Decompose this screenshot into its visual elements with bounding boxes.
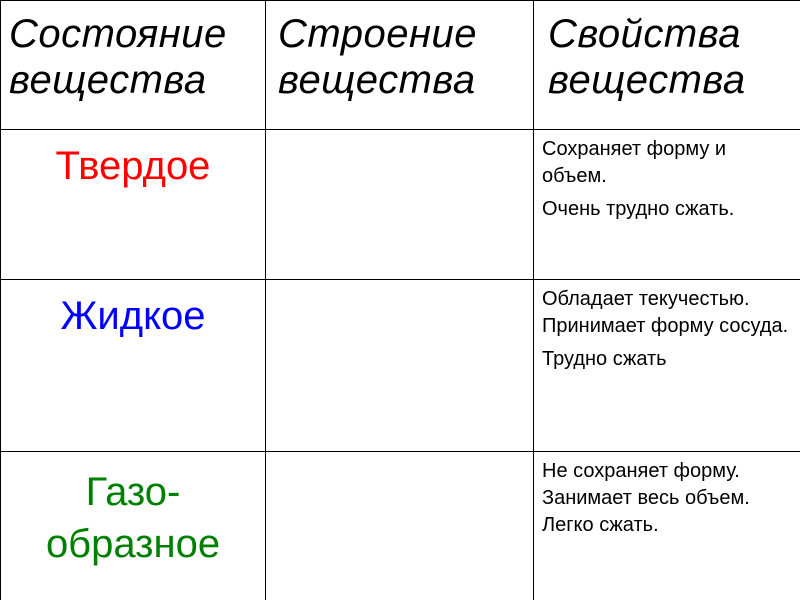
state-cell-solid [1,130,266,280]
header-state-label: Состояние вещества [9,12,227,102]
property-line: Очень трудно сжать. [542,198,735,220]
properties-cell-liquid [534,280,800,452]
state-cell-liquid [1,280,266,452]
properties-gas [534,452,800,539]
header-structure-label: Строение вещества [278,12,477,102]
structure-cell-gas [266,452,534,600]
property-line: Сохраняет форму и объем. [542,138,727,187]
properties-solid [534,130,800,223]
structure-cell-liquid [266,280,534,452]
state-label-gas-line2: образное [45,522,221,566]
header-cell-state [1,1,266,130]
header-cell-properties [534,1,800,130]
state-label-liquid: Жидкое [60,294,206,338]
property-line: Не сохраняет форму. Занимает весь объем. Легко сжать. [542,460,750,536]
state-label-gas-line1: Газо- [85,470,181,514]
table-row-liquid [1,280,800,452]
state-label-solid: Твердое [55,144,211,188]
header-cell-structure [266,1,534,130]
properties-cell-gas [534,452,800,600]
table-row-gas [1,452,800,600]
state-cell-gas [1,452,266,600]
property-line: Трудно сжать [542,348,667,370]
header-properties-label: Свойства вещества [548,12,746,102]
table-header-row [1,1,800,130]
properties-cell-solid [534,130,800,280]
state-label-gas [1,452,265,570]
table-row-solid [1,130,800,280]
properties-liquid [534,280,800,373]
property-line: Обладает текучестью. Принимает форму сосуда. [542,288,789,337]
structure-cell-solid [266,130,534,280]
